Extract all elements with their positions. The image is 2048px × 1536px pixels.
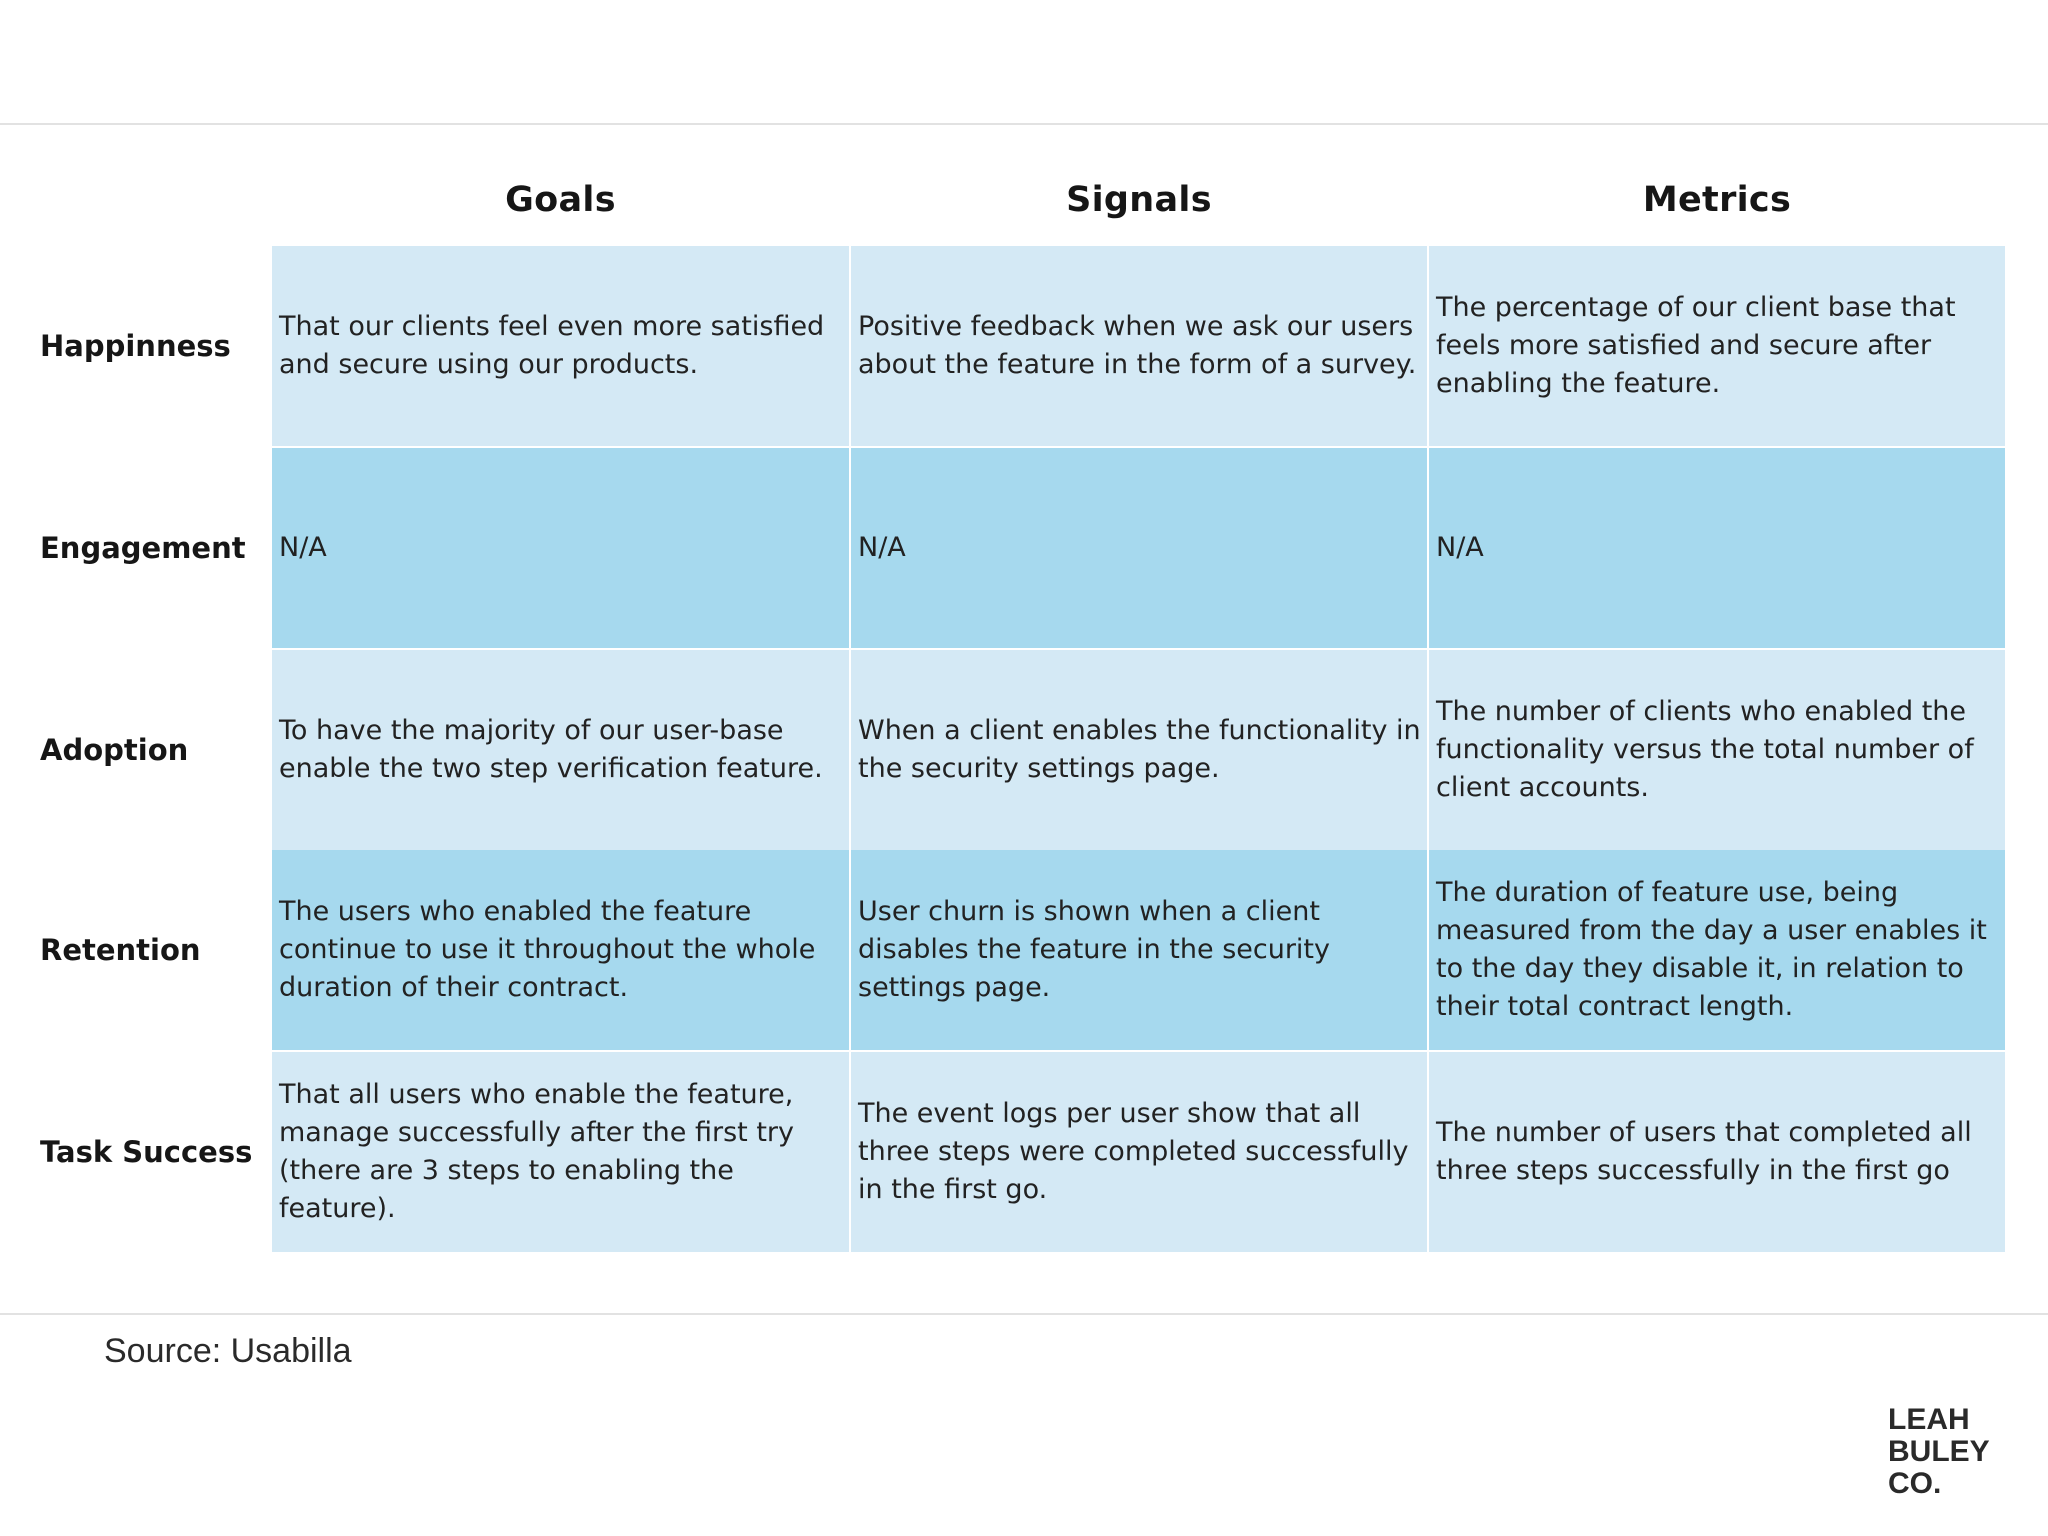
row-label-engagement: Engagement xyxy=(40,531,246,565)
cell-text: N/A xyxy=(858,532,906,563)
cell-text: The number of clients who enabled the functionality versus the total number of client accounts. xyxy=(1436,696,1974,803)
table-cell xyxy=(851,448,1427,648)
row-label-adoption: Adoption xyxy=(40,733,189,767)
column-header-goals: Goals xyxy=(505,180,616,220)
table-cell xyxy=(851,1052,1427,1252)
cell-text: Positive feedback when we ask our users about the feature in the form of a survey. xyxy=(858,311,1417,380)
cell-text: To have the majority of our user-base enable the two step verification feature. xyxy=(279,715,823,784)
table-cell xyxy=(1429,850,2005,1050)
source-caption: Source: Usabilla xyxy=(104,1332,352,1370)
table-cell xyxy=(1429,246,2005,446)
cell-text: That all users who enable the feature, manage successfully after the first try (there are 3 steps to enabling the feature). xyxy=(279,1079,794,1224)
cell-text: The percentage of our client base that feels more satisfied and secure after enabling the feature. xyxy=(1436,292,1956,399)
table-cell xyxy=(851,650,1427,850)
row-label-retention: Retention xyxy=(40,933,201,967)
table-cell xyxy=(272,850,849,1050)
cell-text: N/A xyxy=(279,532,327,563)
cell-text: The users who enabled the feature continue to use it throughout the whole duration of their contract. xyxy=(279,896,816,1003)
table-cell xyxy=(851,246,1427,446)
row-label-task-success: Task Success xyxy=(40,1135,253,1169)
bottom-divider xyxy=(0,1313,2048,1315)
table-cell xyxy=(272,1052,849,1252)
cell-text: When a client enables the functionality in the security settings page. xyxy=(858,715,1421,784)
logo-line: LEAH xyxy=(1888,1403,1970,1436)
cell-text: The event logs per user show that all three steps were completed successfully in the first go. xyxy=(858,1098,1409,1205)
table-cell xyxy=(1429,1052,2005,1252)
table-cell xyxy=(1429,448,2005,648)
logo-line: BULEY xyxy=(1888,1435,1990,1468)
table-cell xyxy=(1429,650,2005,850)
cell-text: N/A xyxy=(1436,532,1484,563)
cell-text: The duration of feature use, being measured from the day a user enables it to the day they disable it, in relation to their total contract length. xyxy=(1436,877,1987,1022)
top-divider xyxy=(0,123,2048,125)
row-label-happiness: Happinness xyxy=(40,329,231,363)
cell-text: That our clients feel even more satisfied and secure using our products. xyxy=(279,311,825,380)
column-header-metrics: Metrics xyxy=(1642,180,1792,220)
table-cell xyxy=(272,650,849,850)
cell-text: The number of users that completed all three steps successfully in the first go xyxy=(1436,1117,1972,1186)
leah-buley-co-logo xyxy=(1888,1404,1990,1500)
cell-text: User churn is shown when a client disables the feature in the security settings page. xyxy=(858,896,1330,1003)
table-cell xyxy=(851,850,1427,1050)
table-cell xyxy=(272,448,849,648)
logo-line: CO. xyxy=(1888,1467,1942,1500)
table-cell xyxy=(272,246,849,446)
column-header-signals: Signals xyxy=(1066,180,1212,220)
